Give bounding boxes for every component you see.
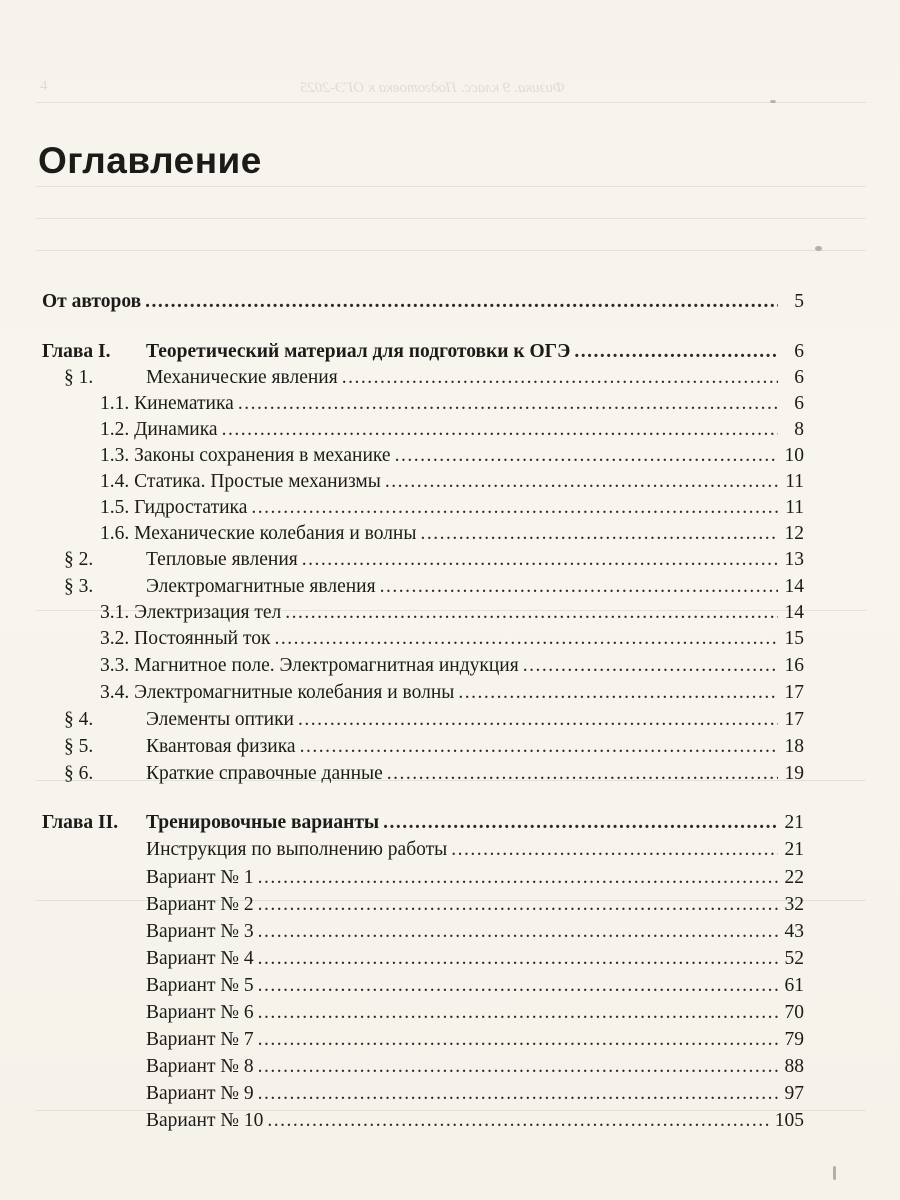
- toc-entry-label: Краткие справочные данные: [146, 763, 383, 784]
- dot-leader: [258, 920, 778, 944]
- toc-page-number: 16: [784, 655, 804, 676]
- dot-leader: [395, 444, 778, 468]
- toc-entry[interactable]: [42, 893, 804, 917]
- toc-page-number: 52: [784, 948, 804, 969]
- toc-entry[interactable]: [42, 866, 804, 890]
- toc-page-number: 97: [784, 1083, 804, 1104]
- toc-entry-label: Вариант № 2: [146, 894, 254, 915]
- toc-section[interactable]: [42, 762, 804, 786]
- toc-page-number: 14: [784, 576, 804, 597]
- toc-entry[interactable]: [42, 920, 804, 944]
- bleed-through-running-head: Физика. 9 класс. Подготовка к ОГЭ-2025: [300, 80, 565, 96]
- bleed-through-line: [36, 218, 866, 219]
- toc-page-number: 105: [774, 1110, 804, 1131]
- dot-leader: [222, 418, 778, 442]
- toc-entry[interactable]: [42, 947, 804, 971]
- toc-entry-label: Электромагнитные явления: [146, 576, 376, 597]
- dot-leader: [574, 340, 778, 364]
- chapter-number: Глава I.: [42, 341, 111, 362]
- toc-section[interactable]: [42, 548, 804, 572]
- dot-leader: [380, 575, 778, 599]
- dot-leader: [387, 762, 778, 786]
- toc-page-number: 11: [785, 471, 804, 492]
- toc-entry-label: 1.2. Динамика: [100, 419, 218, 440]
- toc-entry[interactable]: [42, 1055, 804, 1079]
- toc-entry-label: 1.1. Кинематика: [100, 393, 234, 414]
- toc-entry-label: Вариант № 10: [146, 1110, 264, 1131]
- toc-subsection[interactable]: [42, 627, 804, 651]
- toc-entry-label: Вариант № 9: [146, 1083, 254, 1104]
- dot-leader: [251, 496, 778, 520]
- toc-page-number: 5: [794, 291, 804, 312]
- toc-entry-label: Вариант № 5: [146, 975, 254, 996]
- toc-section[interactable]: [42, 708, 804, 732]
- toc-entry-label: Вариант № 4: [146, 948, 254, 969]
- toc-entry-label: Теоретический материал для подготовки к ОГЭ: [146, 341, 571, 362]
- toc-page-number: 61: [784, 975, 804, 996]
- toc-page-number: 6: [794, 341, 804, 362]
- toc-entry-label: 3.3. Магнитное поле. Электромагнитная индукция: [100, 655, 519, 676]
- toc-entry-label: 3.4. Электромагнитные колебания и волны: [100, 682, 455, 703]
- section-number: § 5.: [64, 736, 94, 757]
- toc-section[interactable]: [42, 575, 804, 599]
- dot-leader: [302, 548, 778, 572]
- toc-entry-label: 3.1. Электризация тел: [100, 602, 282, 623]
- dot-leader: [258, 974, 778, 998]
- toc-page-number: 32: [784, 894, 804, 915]
- toc-entry[interactable]: [42, 1001, 804, 1025]
- chapter-number: Глава II.: [42, 812, 119, 833]
- toc-page-number: 15: [784, 628, 804, 649]
- toc-page-number: 43: [784, 921, 804, 942]
- toc-page-number: 8: [794, 419, 804, 440]
- dot-leader: [258, 1055, 778, 1079]
- toc-entry-authors[interactable]: [42, 290, 804, 314]
- dot-leader: [258, 893, 778, 917]
- toc-subsection[interactable]: [42, 601, 804, 625]
- toc-subsection[interactable]: [42, 392, 804, 416]
- toc-page-number: 79: [784, 1029, 804, 1050]
- toc-page-number: 88: [784, 1056, 804, 1077]
- toc-page-number: 6: [794, 367, 804, 388]
- toc-chapter-2[interactable]: [42, 811, 804, 835]
- toc-entry[interactable]: [42, 974, 804, 998]
- toc-entry-label: 1.3. Законы сохранения в механике: [100, 445, 391, 466]
- section-number: § 6.: [64, 763, 94, 784]
- toc-section[interactable]: [42, 735, 804, 759]
- toc-entry-label: Тренировочные варианты: [146, 812, 380, 833]
- toc-subsection[interactable]: [42, 654, 804, 678]
- toc-page-number: 19: [784, 763, 804, 784]
- toc-entry-label: От авторов: [42, 291, 142, 312]
- print-speck: [815, 246, 822, 251]
- toc-entry-label: 1.5. Гидростатика: [100, 497, 248, 518]
- section-number: § 3.: [64, 576, 94, 597]
- toc-entry[interactable]: [42, 1109, 804, 1133]
- dot-leader: [145, 290, 778, 314]
- print-speck: [833, 1166, 836, 1180]
- section-number: § 4.: [64, 709, 94, 730]
- toc-entry-label: Механические явления: [146, 367, 338, 388]
- toc-entry-label: Вариант № 8: [146, 1056, 254, 1077]
- dot-leader: [258, 1001, 778, 1025]
- toc-entry-label: Элементы оптики: [146, 709, 294, 730]
- toc-page-number: 17: [784, 682, 804, 703]
- dot-leader: [258, 1082, 778, 1106]
- dot-leader: [385, 470, 778, 494]
- toc-entry[interactable]: [42, 1028, 804, 1052]
- toc-subsection[interactable]: [42, 418, 804, 442]
- toc-entry-label: Инструкция по выполнению работы: [146, 839, 448, 860]
- toc-page-number: 11: [785, 497, 804, 518]
- toc-entry[interactable]: [42, 1082, 804, 1106]
- dot-leader: [238, 392, 778, 416]
- toc-entry-label: Вариант № 7: [146, 1029, 254, 1050]
- toc-subsection[interactable]: [42, 496, 804, 520]
- toc-entry-label: Вариант № 6: [146, 1002, 254, 1023]
- toc-page-number: 22: [784, 867, 804, 888]
- dot-leader: [258, 866, 778, 890]
- toc-section[interactable]: [42, 366, 804, 390]
- dot-leader: [285, 601, 778, 625]
- toc-entry-label: 1.4. Статика. Простые механизмы: [100, 471, 381, 492]
- toc-page-number: 21: [784, 812, 804, 833]
- dot-leader: [258, 1028, 778, 1052]
- toc-page-number: 14: [784, 602, 804, 623]
- dot-leader: [458, 681, 778, 705]
- section-number: § 1.: [64, 367, 94, 388]
- toc-entry[interactable]: [42, 838, 804, 862]
- toc-page-number: 12: [784, 523, 804, 544]
- section-number: § 2.: [64, 549, 94, 570]
- toc-page-number: 18: [784, 736, 804, 757]
- toc-entry-label: Квантовая физика: [146, 736, 296, 757]
- toc-subsection[interactable]: [42, 522, 804, 546]
- bleed-through-rule: [36, 102, 866, 103]
- toc-page-number: 21: [784, 839, 804, 860]
- dot-leader: [258, 947, 778, 971]
- toc-entry-label: Вариант № 1: [146, 867, 254, 888]
- toc-subsection[interactable]: [42, 444, 804, 468]
- toc-page-number: 10: [784, 445, 804, 466]
- toc-entry-label: 1.6. Механические колебания и волны: [100, 523, 417, 544]
- page-title: Оглавление: [38, 140, 262, 181]
- dot-leader: [274, 627, 778, 651]
- toc-subsection[interactable]: [42, 681, 804, 705]
- dot-leader: [298, 708, 778, 732]
- toc-page-number: 13: [784, 549, 804, 570]
- dot-leader: [420, 522, 778, 546]
- toc-page-number: 70: [784, 1002, 804, 1023]
- toc-page-number: 6: [794, 393, 804, 414]
- dot-leader: [342, 366, 778, 390]
- dot-leader: [300, 735, 778, 759]
- print-speck: [770, 100, 776, 103]
- dot-leader: [383, 811, 778, 835]
- toc-chapter-1[interactable]: [42, 340, 804, 364]
- toc-page-number: 17: [784, 709, 804, 730]
- bleed-through-line: [36, 186, 866, 187]
- toc-entry-label: Вариант № 3: [146, 921, 254, 942]
- dot-leader: [267, 1109, 770, 1133]
- bleed-through-line: [36, 250, 866, 251]
- dot-leader: [523, 654, 778, 678]
- toc-entry-label: 3.2. Постоянный ток: [100, 628, 271, 649]
- toc-subsection[interactable]: [42, 470, 804, 494]
- toc-entry-label: Тепловые явления: [146, 549, 298, 570]
- bleed-through-page-number: 4: [40, 78, 48, 94]
- dot-leader: [451, 838, 778, 862]
